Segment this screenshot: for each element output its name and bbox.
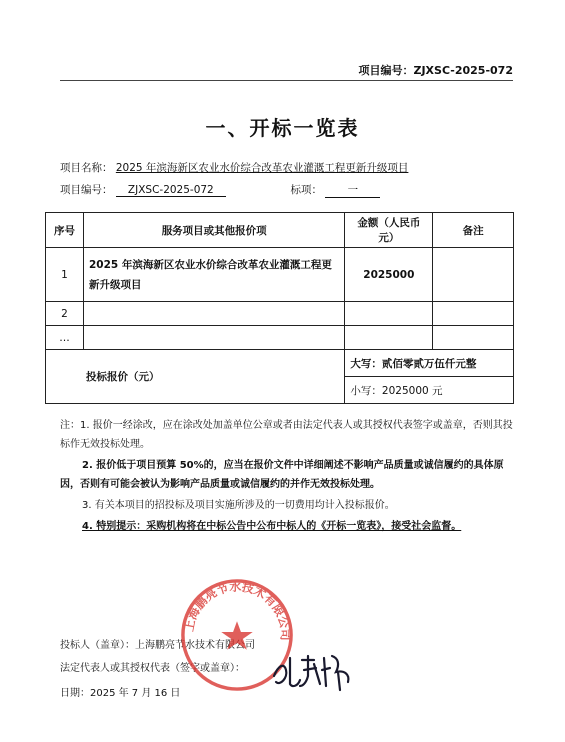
project-number-line <box>60 182 380 198</box>
row-note <box>433 326 514 350</box>
lot-value: 一 <box>325 182 380 198</box>
page-title: 一、开标一览表 <box>205 116 360 140</box>
row-seq: 2 <box>46 302 84 326</box>
handwritten-signature <box>268 646 358 692</box>
seal-text: 上海鹏亮节水技术有限公司 <box>181 579 293 641</box>
bid-summary-table <box>45 212 514 404</box>
header-project-number: 项目编号：ZJXSC-2025-072 <box>358 64 513 77</box>
project-name-label: 项目名称： <box>60 162 113 174</box>
table-row <box>46 326 514 350</box>
bidder-line: 投标人（盖章）：上海鹏亮节水技术有限公司 <box>60 640 255 651</box>
seal-star-icon <box>221 621 252 650</box>
row-item <box>83 302 344 326</box>
representative-line: 法定代表人或其授权代表（签字或盖章）： <box>60 663 245 674</box>
row-seq: 1 <box>46 248 84 302</box>
table-row <box>46 302 514 326</box>
row-item <box>83 326 344 350</box>
project-number-value: ZJXSC-2025-072 <box>116 184 226 197</box>
header-seq: 序号 <box>46 213 84 248</box>
table-header-row <box>46 213 514 248</box>
notes-section <box>60 416 515 538</box>
row-amount <box>345 302 433 326</box>
row-amount <box>345 326 433 350</box>
row-seq: … <box>46 326 84 350</box>
bid-price-label: 投标报价（元） <box>46 350 345 404</box>
project-name-line <box>60 160 408 175</box>
header-note: 备注 <box>433 213 514 248</box>
header-amount: 金额（人民币元） <box>345 213 433 248</box>
bid-price-capital: 大写：贰佰零贰万伍仟元整 <box>345 350 514 377</box>
row-amount: 2025000 <box>345 248 433 302</box>
note-1: 注：1. 报价一经涂改，应在涂改处加盖单位公章或者由法定代表人或其授权代表签字或盖章，否则其投标作无效投标处理。 <box>60 420 513 450</box>
header-item: 服务项目或其他报价项 <box>83 213 344 248</box>
lot-label: 标项： <box>290 184 323 196</box>
project-number-label: 项目编号： <box>60 184 113 196</box>
project-name-value: 2025 年滨海新区农业水价综合改革农业灌溉工程更新升级项目 <box>115 162 409 174</box>
table-row <box>46 248 514 302</box>
row-note <box>433 248 514 302</box>
date-line: 日期：2025 年 7 月 16 日 <box>60 688 181 699</box>
bid-price-row <box>46 350 514 377</box>
bid-price-small: 小写：2025000 元 <box>345 377 514 404</box>
note-2: 2. 报价低于项目预算 50%的，应当在报价文件中详细阐述不影响产品质量或诚信履约的具体原因，否则有可能会被认为影响产品质量或诚信履约的并作无效投标处理。 <box>60 460 504 490</box>
row-item: 2025 年滨海新区农业水价综合改革农业灌溉工程更新升级项目 <box>83 248 344 302</box>
header-divider <box>60 80 513 81</box>
row-note <box>433 302 514 326</box>
note-4: 4. 特别提示：采购机构将在中标公告中公布中标人的《开标一览表》，接受社会监督。 <box>82 521 462 532</box>
note-3: 3. 有关本项目的招投标及项目实施所涉及的一切费用均计入投标报价。 <box>82 500 395 511</box>
